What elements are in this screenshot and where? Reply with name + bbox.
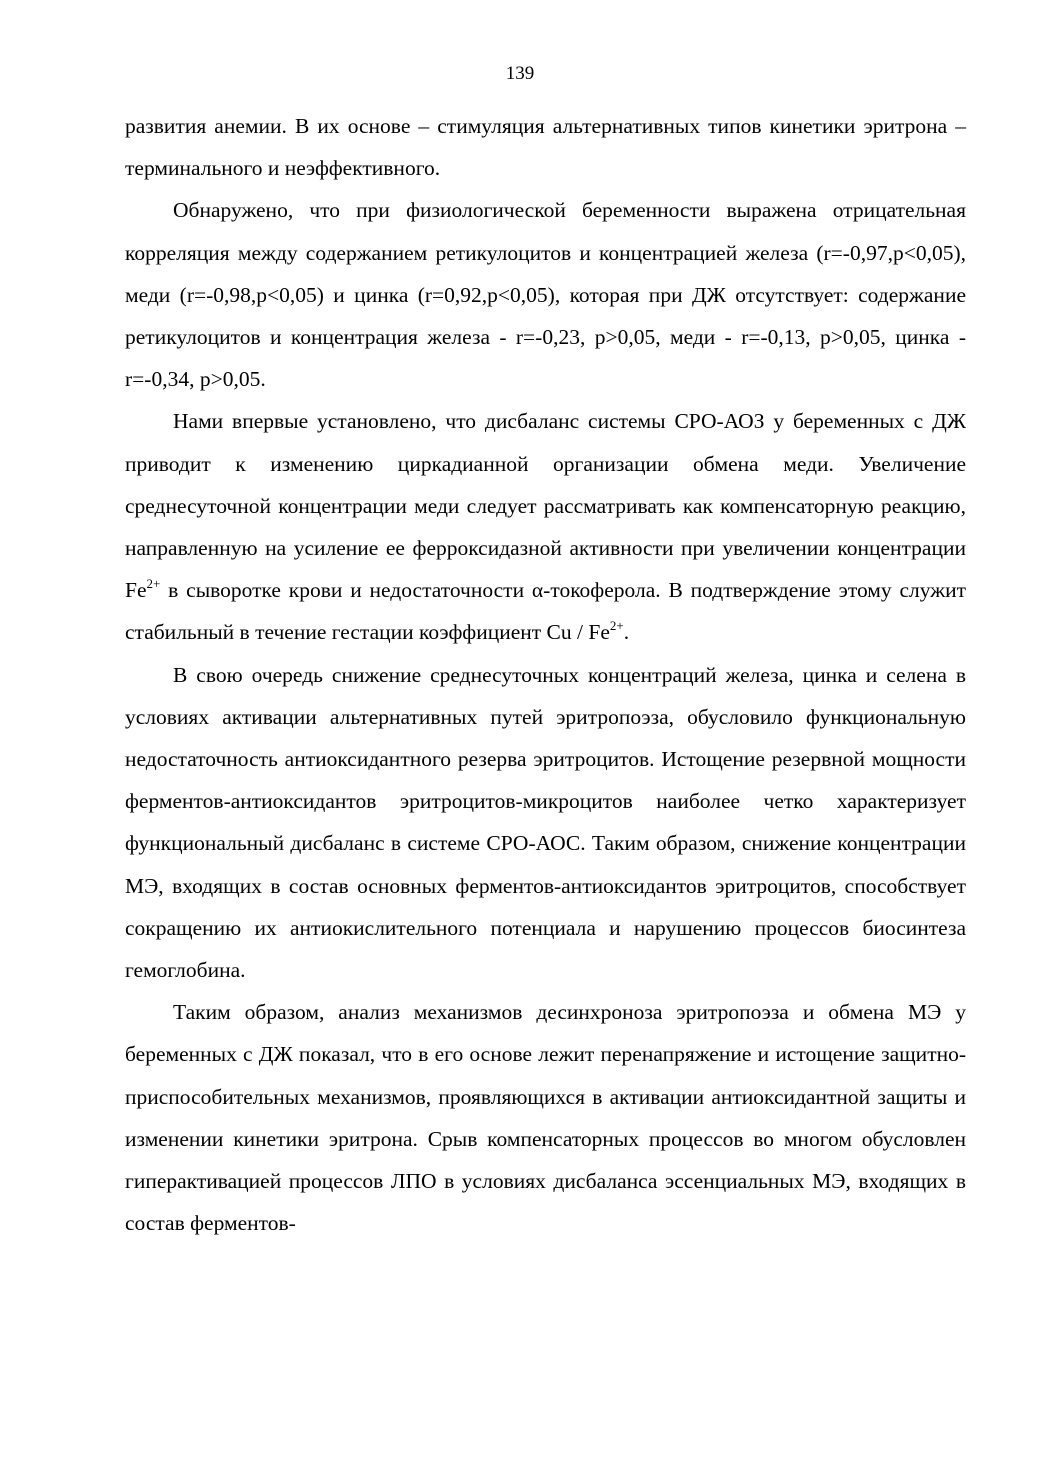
- document-body: [125, 105, 966, 1244]
- paragraph-continuation: развития анемии. В их основе – стимуляция альтернативных типов кинетики эритрона – терминального и неэффективного.: [125, 114, 966, 181]
- paragraph-copper-text-1: Нами впервые установлено, что дисбаланс системы СРО-АОЗ у беременных с ДЖ приводит к изменению циркадианной организации обмена меди. Увеличение среднесуточной концентрации меди следует рассматривать как компенсаторную реакцию, направленную на усиление ее ферроксидазной активности при увеличении концентрации Fe: [125, 409, 966, 603]
- superscript-charge: 2+: [146, 576, 161, 592]
- page-number: 139: [505, 63, 535, 84]
- paragraph-conclusion: Таким образом, анализ механизмов десинхроноза эритропоэза и обмена МЭ у беременных с ДЖ показал, что в его основе лежит перенапряжение и истощение защитно-приспособительных механизмов, проявляющихся в активации антиоксидантной защиты и изменении кинетики эритрона. Срыв компенсаторных процессов во многом обусловлен гиперактивацией процессов ЛПО в условиях дисбаланса эссенциальных МЭ, входящих в состав ферментов-: [125, 1000, 966, 1236]
- paragraph-iron-zinc-selenium: В свою очередь снижение среднесуточных концентраций железа, цинка и селена в условиях активации альтернативных путей эритропоэза, обусловило функциональную недостаточность антиоксидантного резерва эритроцитов. Истощение резервной мощности ферментов-антиоксидантов эритроцитов-микроцитов наиболее четко характеризует функциональный дисбаланс в системе СРО-АОС. Таким образом, снижение концентрации МЭ, входящих в состав основных ферментов-антиоксидантов эритроцитов, способствует сокращению их антиокислительного потенциала и нарушению процессов биосинтеза гемоглобина.: [125, 662, 966, 983]
- paragraph-copper-text-2: в сыворотке крови и недостаточности α-токоферола. В подтверждение этому служит стабильный в течение гестации коэффициент Cu / Fe: [125, 578, 966, 645]
- paragraph-copper: [125, 400, 966, 653]
- paragraph-copper-text-3: .: [623, 620, 630, 645]
- superscript-charge: 2+: [609, 618, 624, 634]
- paragraph-correlation: Обнаружено, что при физиологической беременности выражена отрицательная корреляция между содержанием ретикулоцитов и концентрацией железа (r=-0,97,p<0,05), меди (r=-0,98,p<0,05) и цинка (r=0,92,p<0,05), которая при ДЖ отсутствует: содержание ретикулоцитов и концентрация железа - r=-0,23, p>0,05, меди - r=-0,13, p>0,05, цинка - r=-0,34, p>0,05.: [125, 198, 966, 392]
